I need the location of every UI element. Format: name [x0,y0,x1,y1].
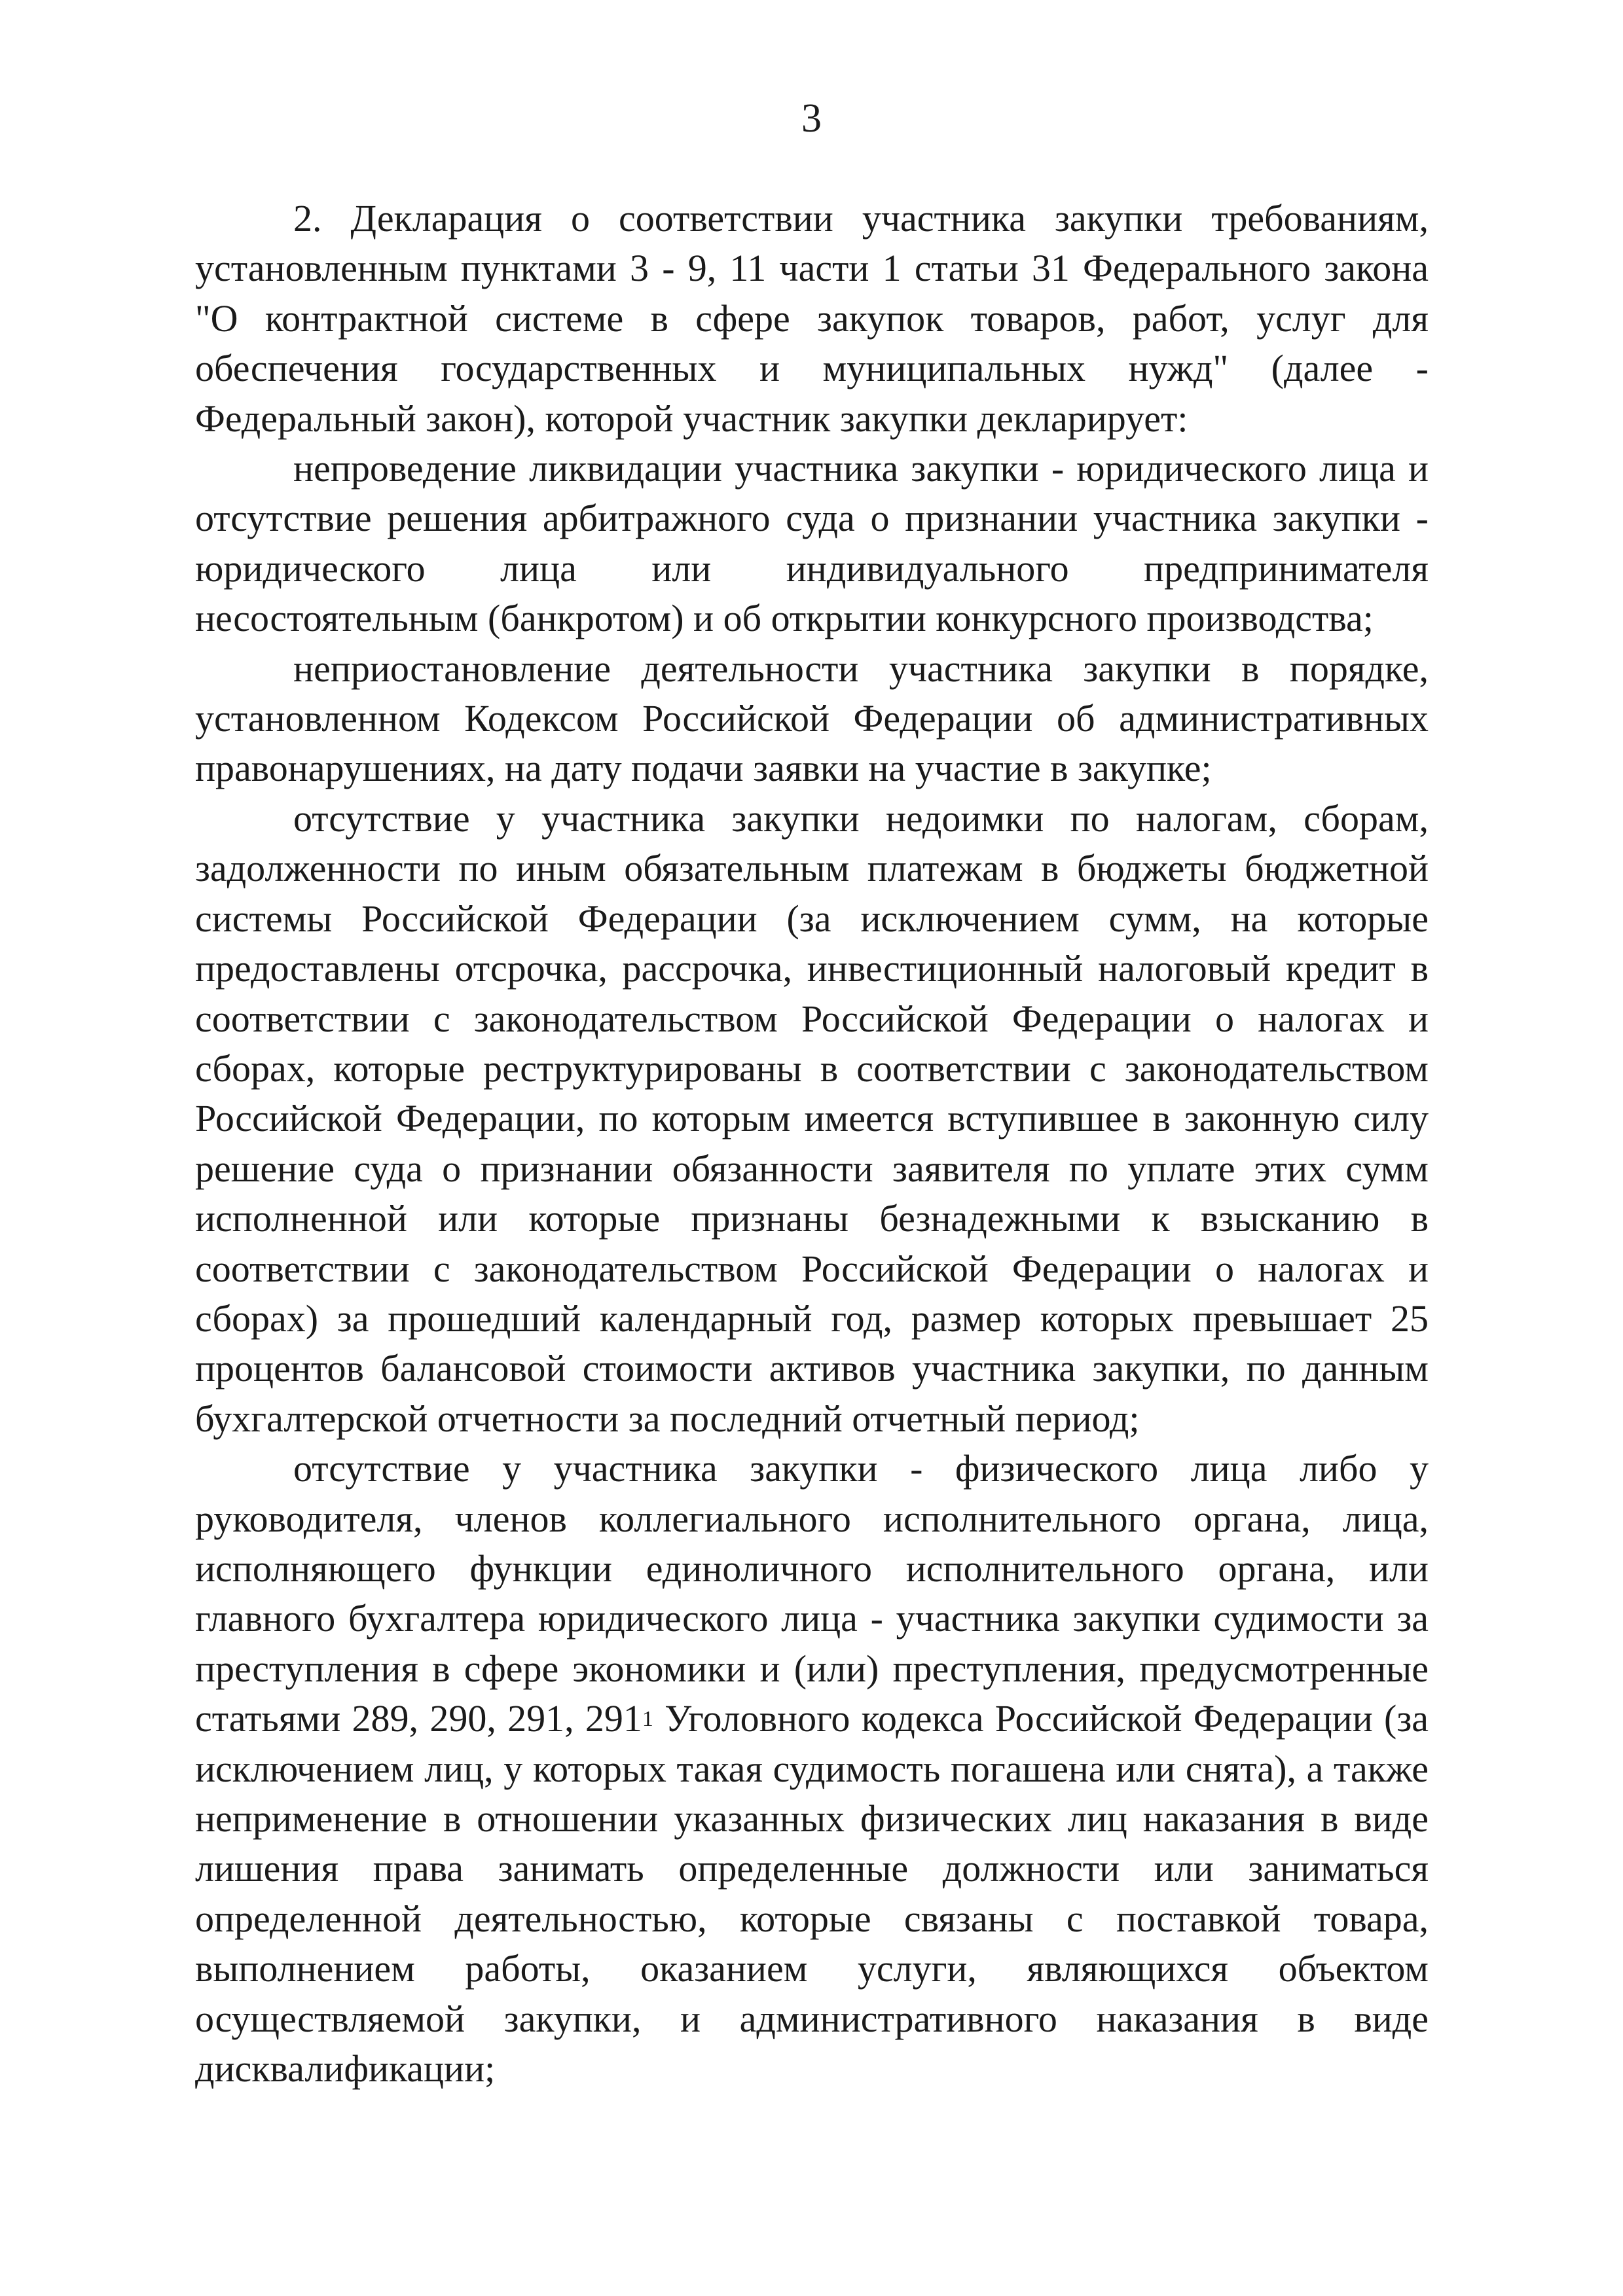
paragraph-no-liquidation: непроведение ликвидации участника закупки - юридического лица и отсутствие решения арбитражного суда о признании участника закупки - юридического лица или индивидуального предпринимателя несостоятельным (банкротом) и об открытии конкурсного производства; [195,447,1429,640]
document-body [195,194,1429,2094]
paragraph-no-tax-arrears: отсутствие у участника закупки недоимки по налогам, сборам, задолженности по иным обязательным платежам в бюджеты бюджетной системы Российской Федерации (за исключением сумм, на которые предоставлены отсрочка, рассрочка, инвестиционный налоговый кредит в соответствии с законодательством Российской Федерации о налогах и сборах, которые реструктурированы в соответствии с законодательством Российской Федерации, по которым имеется вступившее в законную силу решение суда о признании обязанности заявителя по уплате этих сумм исполненной или которые признаны безнадежными к взысканию в соответствии с законодательством Российской Федерации о налогах и сборах) за прошедший календарный год, размер которых превышает 25 процентов балансовой стоимости активов участника закупки, по данным бухгалтерской отчетности за последний отчетный период; [195,797,1429,1440]
paragraph-declaration-intro: 2. Декларация о соответствии участника закупки требованиям, установленным пунктами 3 - 9, 11 части 1 статьи 31 Федерального закона "О контрактной системе в сфере закупок товаров, работ, услуг для обеспечения государственных и муниципальных нужд" (далее - Федеральный закон), которой участник закупки декларирует: [195,197,1429,440]
paragraph-no-criminal-record [195,1444,1429,2094]
criminal-record-text-part2: Уголовного кодекса Российской Федерации (за исключением лиц, у которых такая судимость погашена или снята), а также неприменение в отношении указанных физических лиц наказания в виде лишения права занимать определенные должности или заниматься определенной деятельностью, которые связаны с поставкой товара, выполнением работы, оказанием услуги, являющихся объектом осуществляемой закупки, и административного наказания в виде дисквалификации; [195,1697,1429,2090]
page-number: 3 [801,96,822,141]
paragraph-no-suspension: неприостановление деятельности участника закупки в порядке, установленном Кодексом Российской Федерации об административных правонарушениях, на дату подачи заявки на участие в закупке; [195,647,1429,790]
article-superscript: 1 [642,1707,653,1732]
criminal-record-text-part1: отсутствие у участника закупки - физического лица либо у руководителя, членов коллегиального исполнительного органа, лица, исполняющего функции единоличного исполнительного органа, или главного бухгалтера юридического лица - участника закупки судимости за преступления в сфере экономики и (или) преступления, предусмотренные статьями 289, 290, 291, 291 [195,1447,1429,1740]
